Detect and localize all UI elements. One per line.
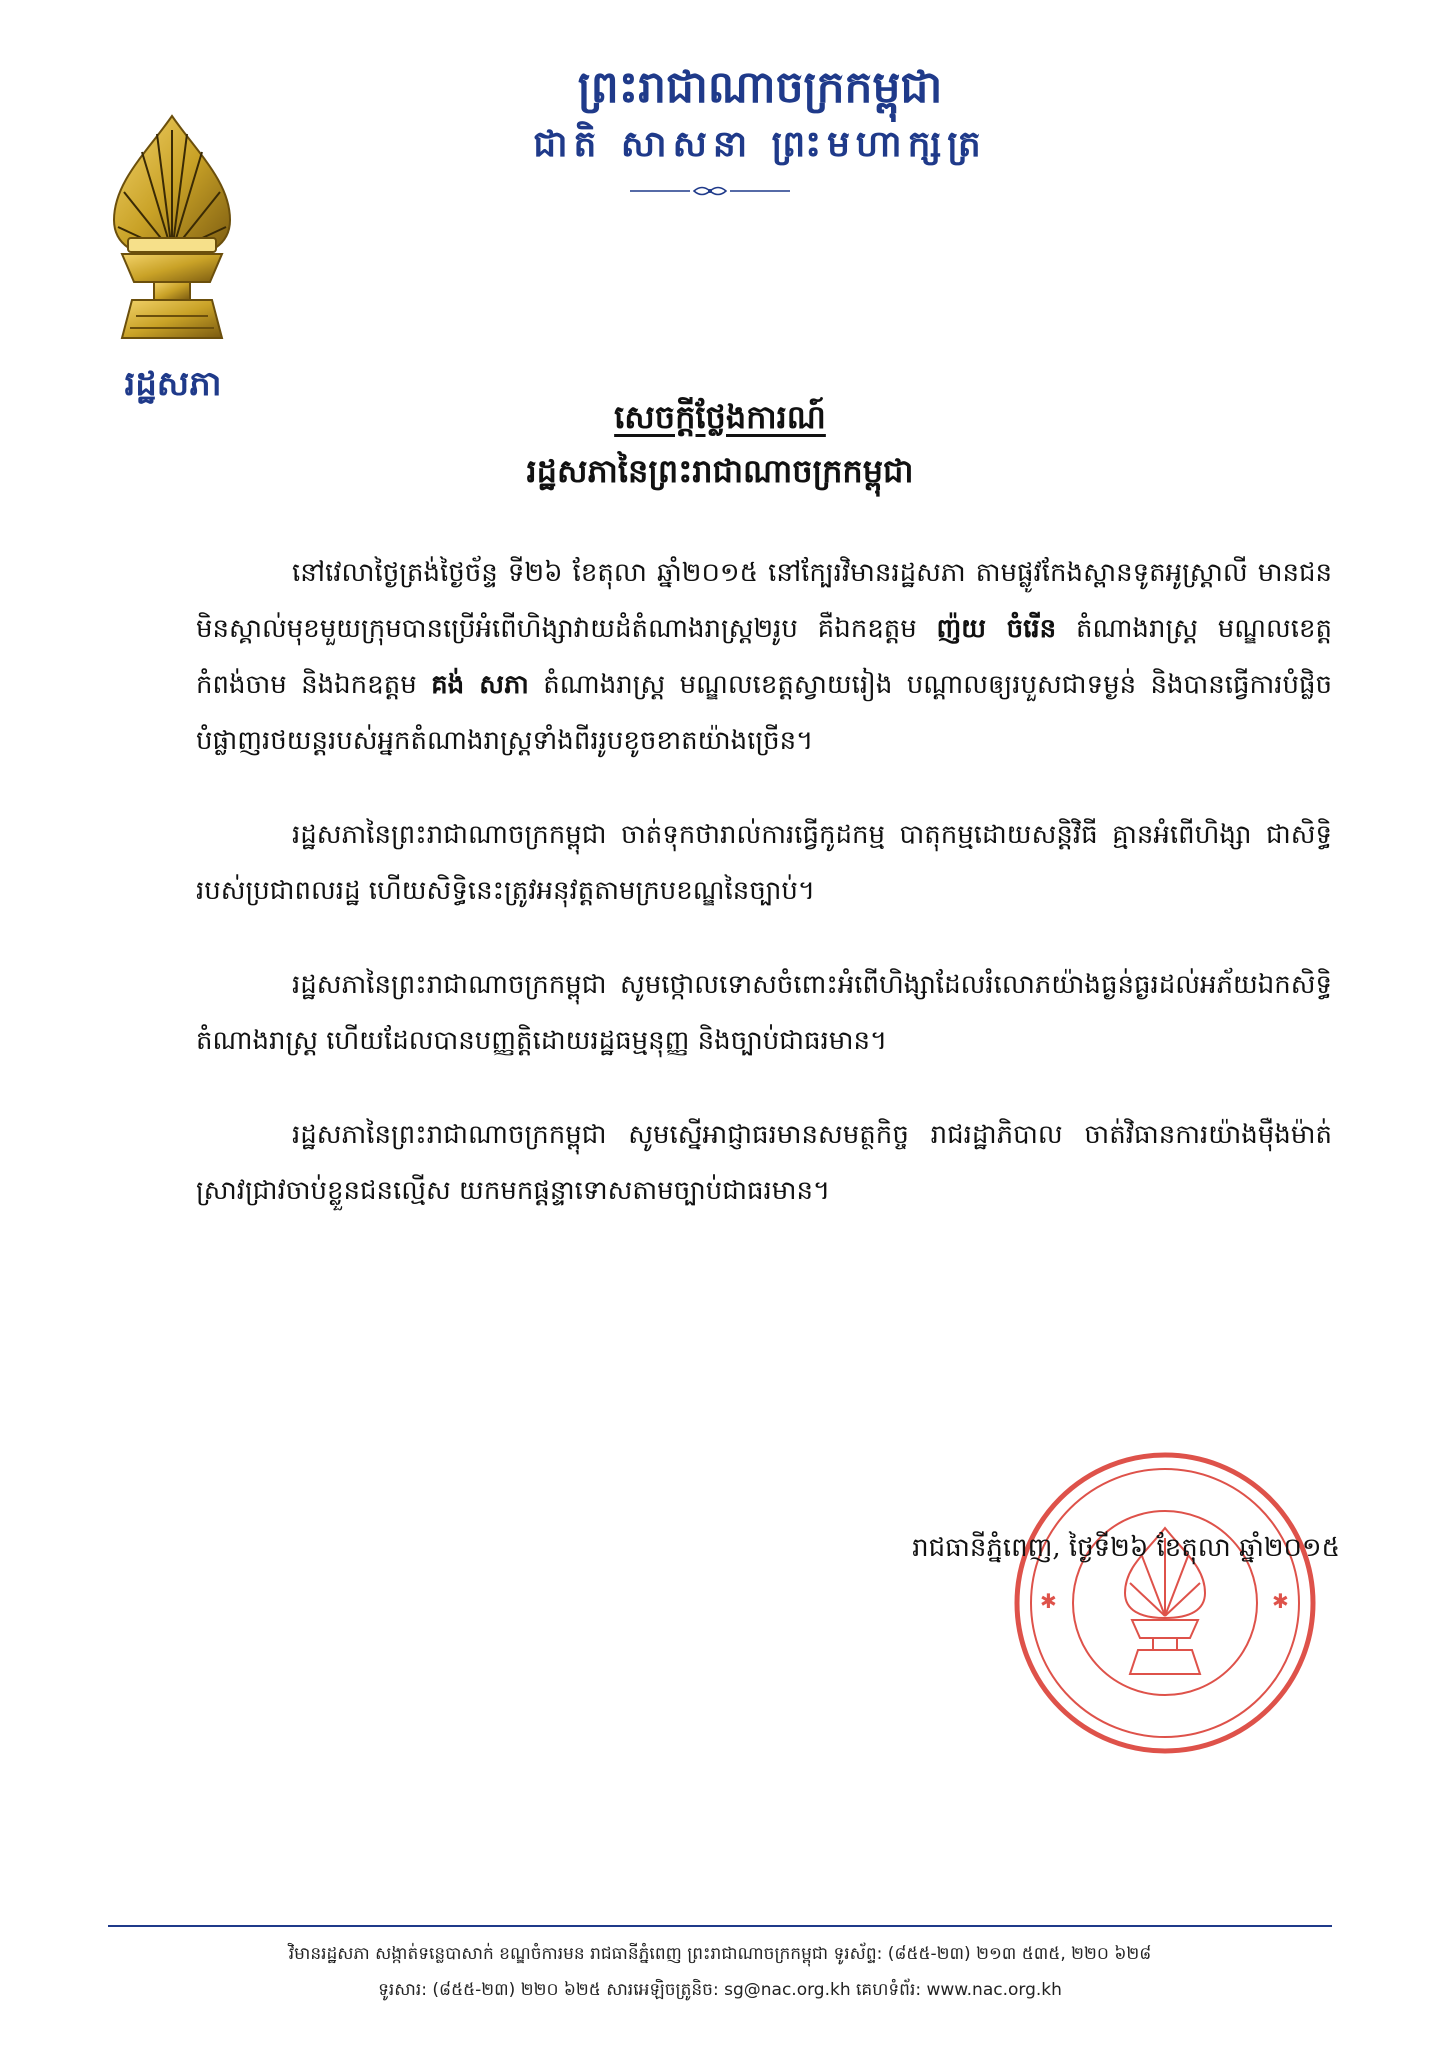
kingdom-name: ព្រះរាជាណាចក្រកម្ពុជា bbox=[577, 62, 943, 113]
footer-address: វិមានរដ្ឋសភា សង្កាត់ទន្លេបាសាក់ ខណ្ឌចំការមន រាជធានីភ្នំពេញ ព្រះរាជាណាចក្រកម្ពុជា ទូរស័ព្ទ: (៨៥៥-២៣) ២១៣ ៥៣៥, ២២០ ៦២៨ bbox=[288, 1944, 1152, 1964]
paragraph-4: រដ្ឋសភានៃព្រះរាជាណាចក្រកម្ពុជា សូមស្នើអាជ្ញាធរមានសមត្ថកិច្ច រាជរដ្ឋាភិបាល ចាត់វិធានការយ៉ាងម៉ឺងម៉ាត់ ស្រាវជ្រាវចាប់ខ្លួនជនល្មើស យកមកផ្ដន្ទាទោសតាមច្បាប់ជាធរមាន។ bbox=[196, 1120, 1332, 1206]
paragraph-2: រដ្ឋសភានៃព្រះរាជាណាចក្រកម្ពុជា ចាត់ទុកថារាល់ការធ្វើកូដកម្ម បាតុកម្មដោយសន្តិវិធី គ្មានអំពើហិង្សា ជាសិទ្ធិរបស់ប្រជាពលរដ្ឋ ហើយសិទ្ធិនេះត្រូវអនុវត្តតាមក្របខណ្ឌនៃច្បាប់។ bbox=[196, 820, 1332, 906]
paragraph-1 bbox=[196, 545, 1332, 769]
footer-fax-email-web: ទូរសារ: (៨៥៥-២៣) ២២០ ៦២៥ សារអេឡិចត្រូនិច: sg@nac.org.kh គេហទំព័រ: www.nac.org.kh bbox=[378, 1980, 1062, 2000]
kingdom-header bbox=[480, 58, 1040, 170]
paragraph-1-part-c: តំណាងរាស្ត្រ មណ្ឌលខេត្តស្វាយរៀង បណ្ដាលឲ្យរបួសជាទម្ងន់ និងបានធ្វើការបំផ្លិចបំផ្លាញរថយន្តរបស់អ្នកតំណាងរាស្ត្រទាំងពីររូបខូចខាតយ៉ាងច្រើន។ bbox=[196, 670, 1333, 756]
paragraph-3: រដ្ឋសភានៃព្រះរាជាណាចក្រកម្ពុជា សូមថ្កោលទោសចំពោះអំពើហិង្សាដែលរំលោភយ៉ាងធ្ងន់ធ្ងរដល់អភ័យឯកសិទ្ធិតំណាងរាស្ត្រ ហើយដែលបានបញ្ញត្តិដោយរដ្ឋធម្មនុញ្ញ និងច្បាប់ជាធរមាន។ bbox=[196, 970, 1332, 1056]
parliament-emblem-icon bbox=[102, 112, 242, 350]
mp-name-2: គង់ សភា bbox=[431, 670, 529, 700]
emblem-label: រដ្ឋសភា bbox=[124, 364, 222, 404]
svg-text:✱: ✱ bbox=[1272, 1589, 1289, 1613]
mp-name-1: ញ៉យ ចំរើន bbox=[936, 614, 1057, 644]
official-seal-icon bbox=[1010, 1448, 1320, 1758]
national-motto: ជាតិ សាសនា ព្រះមហាក្សត្រ bbox=[533, 123, 987, 165]
date-line: រាជធានីភ្នំពេញ, ថ្ងៃទី២៦ ខែតុលា ឆ្នាំ២០១៥ bbox=[912, 1533, 1340, 1563]
footer-divider bbox=[108, 1925, 1332, 1927]
svg-text:✱: ✱ bbox=[1040, 1589, 1057, 1613]
paragraph-1-part-b: តំណាងរាស្ត្រ មណ្ឌលខេត្តកំពង់ចាម និងឯកឧត្តម bbox=[196, 614, 1333, 700]
paragraph-1-part-a: នៅវេលាថ្ងៃត្រង់ថ្ងៃច័ន្ទ ទី២៦ ខែតុលា ឆ្នាំ២០១៥ នៅក្បែរវិមានរដ្ឋសភា តាមផ្លូវកែងស្ពានទូតអូស្ត្រាលី មានជនមិនស្គាល់មុខមួយក្រុមបានប្រើអំពើហិង្សាវាយដំតំណាងរាស្ត្រ២រូប គឺឯកឧត្តម bbox=[196, 558, 1332, 644]
statement-subtitle: រដ្ឋសភានៃព្រះរាជាណាចក្រកម្ពុជា bbox=[526, 452, 914, 490]
statement-body bbox=[196, 545, 1332, 1257]
statement-titles bbox=[380, 390, 1060, 498]
divider-ornament-icon bbox=[628, 184, 792, 198]
statement-title: សេចក្ដីថ្លែងការណ៍ bbox=[614, 398, 826, 436]
footer-contact bbox=[108, 1936, 1332, 2008]
